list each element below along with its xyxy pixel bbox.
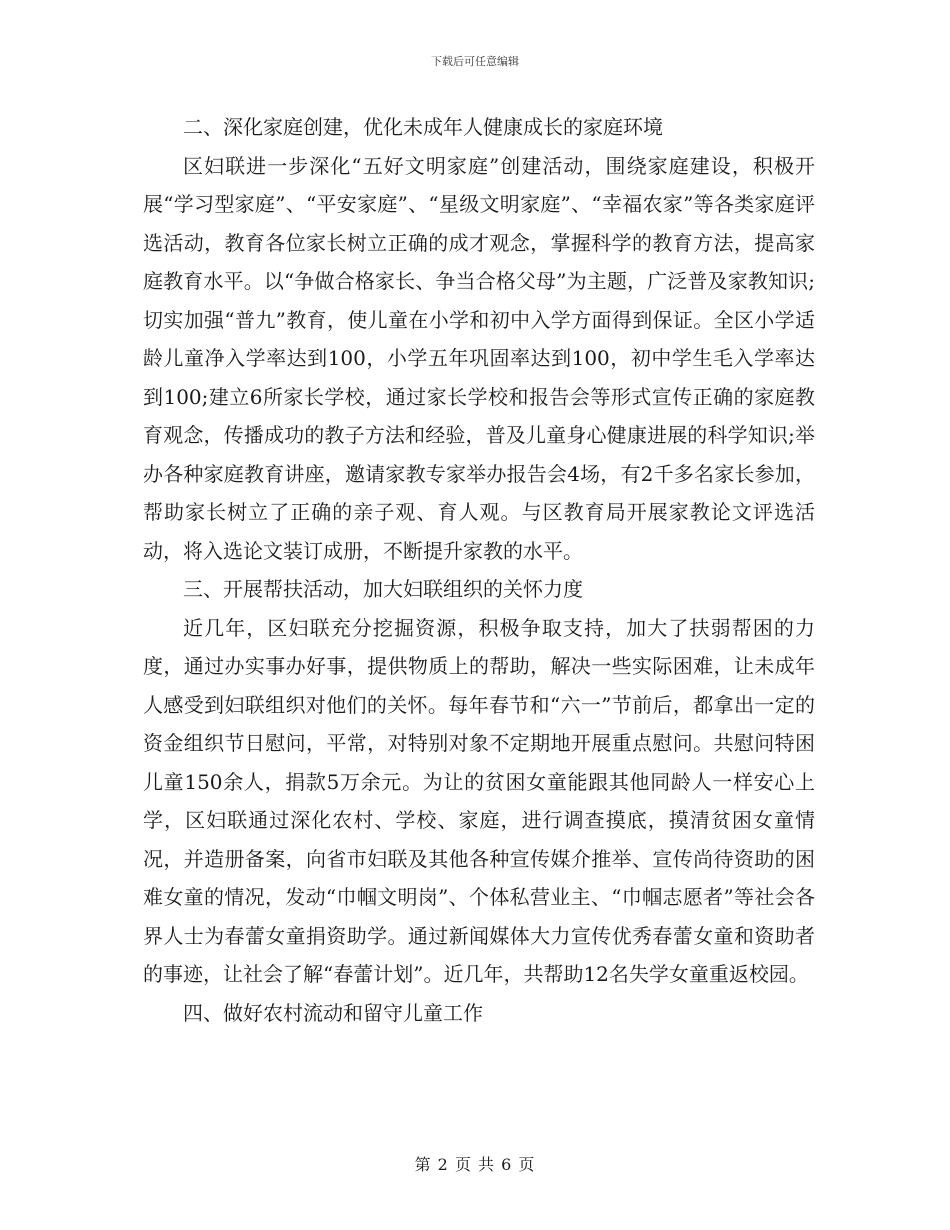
- header-note: 下载后可任意编辑: [431, 55, 519, 68]
- paragraph-family-building: 区妇联进一步深化“五好文明家庭”创建活动，围绕家庭建设，积极开展“学习型家庭”、“平安家庭”、“星级文明家庭”、“幸福农家”等各类家庭评选活动，教育各位家长树立正确的成才观念，掌握科学的教育方法，提高家庭教育水平。以“争做合格家长、争当合格父母”为主题，广泛普及家教知识;切实加强“普九”教育，使儿童在小学和初中入学方面得到保证。全区小学适龄儿童净入学率达到100，小学五年巩固率达到100，初中学生毛入学率达到100;建立6所家长学校，通过家长学校和报告会等形式宣传正确的家庭教育观念，传播成功的教子方法和经验，普及儿童身心健康进展的科学知识;举办各种家庭教育讲座，邀请家教专家举办报告会4场，有2千多名家长参加，帮助家长树立了正确的亲子观、育人观。与区教育局开展家教论文评选活动，将入选论文装订成册，不断提升家教的水平。: [143, 153, 815, 563]
- section-heading-3: 三、开展帮扶活动，加大妇联组织的关怀力度: [183, 577, 583, 601]
- document-body: [143, 108, 815, 1032]
- page-number: 第 2 页 共 6 页: [414, 1155, 536, 1174]
- section-heading-2: 二、深化家庭创建，优化未成年人健康成长的家庭环境: [183, 115, 663, 139]
- paragraph-assistance: 近几年，区妇联充分挖掘资源，积极争取支持，加大了扶弱帮困的力度，通过办实事办好事，提供物质上的帮助，解决一些实际困难，让未成年人感受到妇联组织对他们的关怀。每年春节和“六一”节前后，都拿出一定的资金组织节日慰问，平常，对特别对象不定期地开展重点慰问。共慰问特困儿童150余人，捐款5万余元。为让的贫困女童能跟其他同龄人一样安心上学，区妇联通过深化农村、学校、家庭，进行调查摸底，摸清贫困女童情况，并造册备案，向省市妇联及其他各种宣传媒介推举、宣传尚待资助的困难女童的情况，发动“巾帼文明岗”、个体私营业主、“巾帼志愿者”等社会各界人士为春蕾女童捐资助学。通过新闻媒体大力宣传优秀春蕾女童和资助者的事迹，让社会了解“春蕾计划”。近几年，共帮助12名失学女童重返校园。: [143, 615, 815, 986]
- section-heading-4: 四、做好农村流动和留守儿童工作: [183, 1000, 483, 1025]
